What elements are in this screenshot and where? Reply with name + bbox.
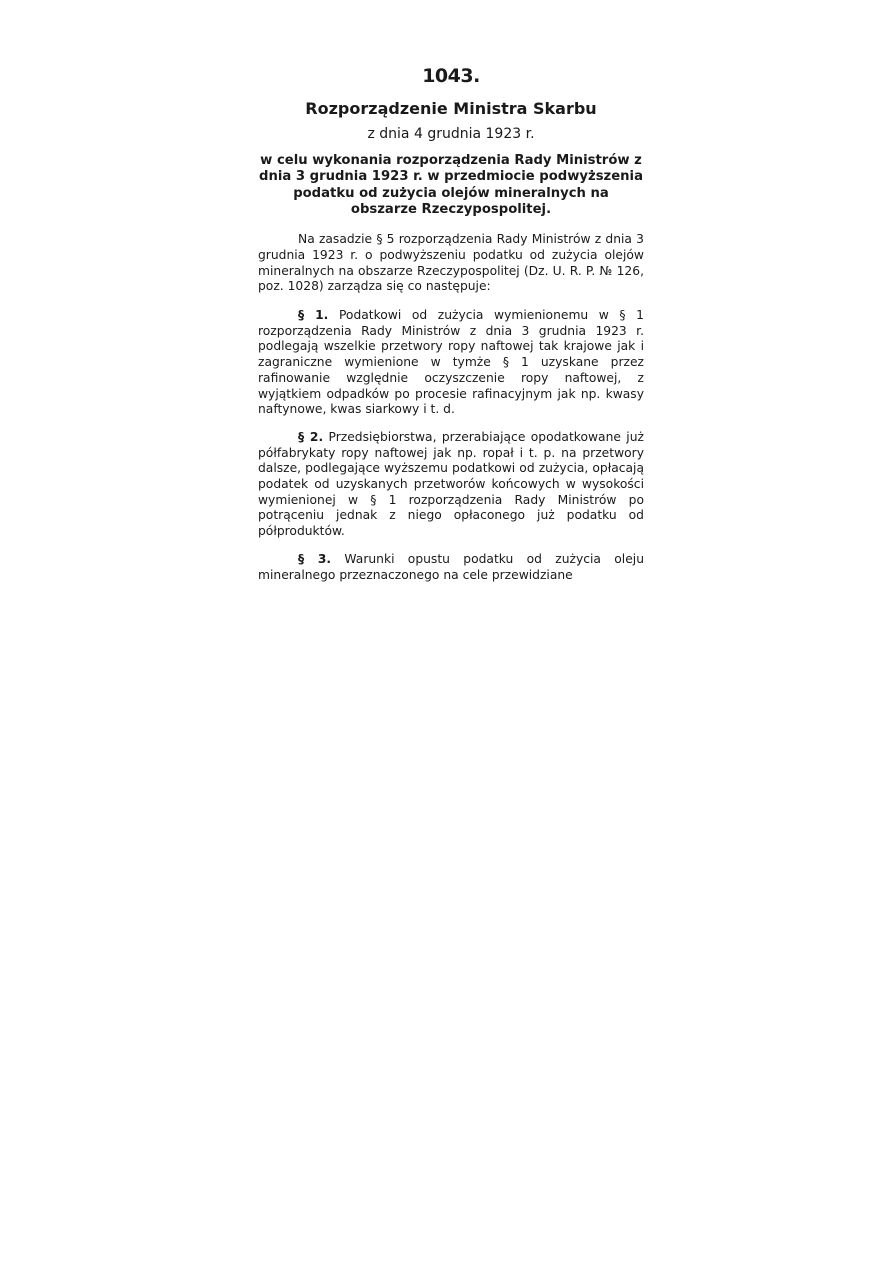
section-3 bbox=[258, 552, 644, 583]
section-1 bbox=[258, 308, 644, 418]
section-label: § 1. bbox=[298, 308, 329, 322]
document-subject: w celu wykonania rozporządzenia Rady Ministrów z dnia 3 grudnia 1923 r. w przedmiocie podwyższenia podatku od zużycia olejów mineralnych na obszarze Rzeczypospolitej. bbox=[259, 153, 643, 217]
document-title: Rozporządzenie Ministra Skarbu bbox=[305, 99, 597, 118]
section-label: § 2. bbox=[298, 429, 324, 444]
section-text: Podatkowi od zużycia wymienionemu w § 1 rozporządzenia Rady Ministrów z dnia 3 grudnia 1923 r. podlegają wszelkie przetwory ropy naftowej tak krajowe jak i zagraniczne wymienione w tymże § 1 uzyskane przez rafinowanie względnie oczyszczenie ropy naftowej, z wyjątkiem odpadków po procesie rafinacyjnym jak np. kwasy naftynowe, kwas siarkowy i t. d. bbox=[258, 308, 644, 417]
intro-paragraph: Na zasadzie § 5 rozporządzenia Rady Ministrów z dnia 3 grudnia 1923 r. o podwyższeniu podatku od zużycia olejów mineralnych na obszarze Rzeczypospolitej (Dz. U. R. P. № 126, poz. 1028) zarządza się co następuje: bbox=[258, 232, 644, 294]
section-text: Przedsiębiorstwa, przerabiające opodatkowane już półfabrykaty ropy naftowej jak np. ropał i t. p. na przetwory dalsze, podlegające wyższemu podatkowi od zużycia, opłacają podatek od uzyskanych przetworów końcowych w wysokości wymienionej w § 1 rozporządzenia Rady Ministrów po potrąceniu jednak z niego opłaconego już podatku od półproduktów. bbox=[258, 429, 644, 539]
document-date: z dnia 4 grudnia 1923 r. bbox=[367, 126, 535, 142]
section-text: Warunki opustu podatku od zużycia oleju mineralnego przeznaczonego na cele przewidziane bbox=[258, 551, 644, 582]
section-2 bbox=[258, 430, 644, 540]
section-label: § 3. bbox=[298, 551, 332, 566]
document-page bbox=[258, 64, 644, 595]
document-number: 1043. bbox=[422, 65, 480, 87]
